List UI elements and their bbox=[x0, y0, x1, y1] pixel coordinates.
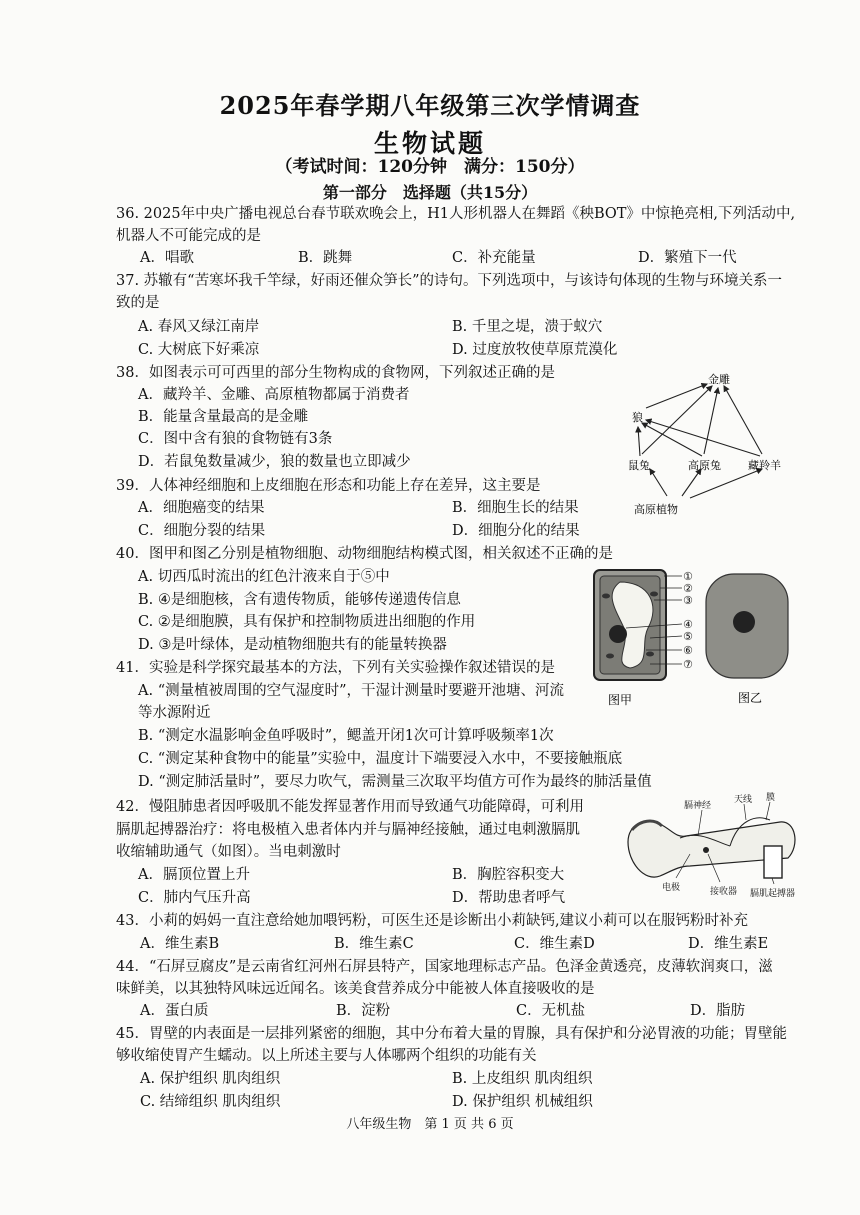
option-45-d: D. 保护组织 机械组织 bbox=[452, 1094, 593, 1110]
option-40-c: C. ②是细胞膜，具有保护和控制物质进出细胞的作用 bbox=[138, 614, 476, 630]
option-38-a: A．藏羚羊、金雕、高原植物都属于消费者 bbox=[138, 387, 410, 403]
option-36-a: A．唱歌 bbox=[140, 250, 194, 266]
option-43-a: A．维生素B bbox=[140, 936, 220, 952]
food-web-diagram bbox=[612, 370, 792, 520]
question-39-line-1: 39．人体神经细胞和上皮细胞在形态和功能上存在差异，这主要是 bbox=[116, 478, 541, 494]
option-44-c: C．无机盐 bbox=[516, 1003, 586, 1019]
question-42-line-3: 收缩辅助通气（如图）。当电刺激时 bbox=[116, 844, 341, 860]
option-39-a: A．细胞癌变的结果 bbox=[138, 500, 265, 516]
question-45-line-1: 45．胃壁的内表面是一层排列紧密的细胞，其中分布着大量的胃腺，具有保护和分泌胃液的功能；胃壁能 bbox=[116, 1026, 787, 1042]
option-37-a: A. 春风又绿江南岸 bbox=[138, 319, 260, 335]
subject-title: 生物试题 bbox=[373, 129, 486, 158]
option-41-a-1: A. “测量植被周围的空气湿度时”，干湿计测量时要避开池塘、河流 bbox=[138, 683, 565, 699]
question-40-line-1: 40．图甲和图乙分别是植物细胞、动物细胞结构模式图，相关叙述不正确的是 bbox=[116, 546, 613, 562]
marker-3: ③ bbox=[683, 594, 693, 607]
marker-4: ④ bbox=[683, 618, 693, 631]
exam-info: （考试时间：120分钟 满分：150分） bbox=[275, 157, 585, 177]
option-44-a: A．蛋白质 bbox=[140, 1003, 209, 1019]
animal-nucleus bbox=[733, 611, 755, 633]
label-receiver: 接收器 bbox=[710, 887, 738, 897]
option-41-a-2: 等水源附近 bbox=[138, 705, 211, 721]
node-plateau-hare: 高原兔 bbox=[688, 459, 721, 472]
section-heading: 第一部分 选择题（共15分） bbox=[322, 183, 538, 202]
node-pika: 鼠兔 bbox=[628, 459, 650, 472]
question-37-line-1: 37. 苏辙有“苦寒坏我千竿绿，好雨还催众笋长”的诗句。下列选项中，与该诗句体现的生物与环境关系一 bbox=[116, 273, 782, 289]
option-42-a: A．膈顶位置上升 bbox=[138, 867, 250, 883]
marker-7: ⑦ bbox=[683, 658, 693, 671]
option-45-a: A. 保护组织 肌肉组织 bbox=[140, 1071, 281, 1087]
label-membrane: 膜 bbox=[766, 793, 776, 803]
option-39-c: C．细胞分裂的结果 bbox=[138, 523, 266, 539]
question-36-line-2: 机器人不可能完成的是 bbox=[116, 228, 261, 244]
label-antenna: 天线 bbox=[734, 795, 753, 805]
option-39-d: D．细胞分化的结果 bbox=[452, 523, 580, 539]
marker-5: ⑤ bbox=[683, 630, 693, 643]
option-40-a: A. 切西瓜时流出的红色汁液来自于⑤中 bbox=[138, 569, 390, 585]
option-45-c: C. 结缔组织 肌肉组织 bbox=[140, 1094, 281, 1110]
page-footer: 八年级生物 第 1 页 共 6 页 bbox=[346, 1117, 514, 1132]
option-36-c: C．补充能量 bbox=[452, 250, 536, 266]
cell-structure-diagram bbox=[590, 566, 795, 710]
option-41-c: C. “测定某种食物中的能量”实验中，温度计下端要浸入水中，不要接触瓶底 bbox=[138, 751, 623, 767]
question-42-line-2: 膈肌起搏器治疗：将电极植入患者体内并与膈神经接触，通过电刺激膈肌 bbox=[116, 822, 580, 838]
option-43-d: D．维生素E bbox=[688, 936, 769, 952]
label-electrode: 电极 bbox=[662, 883, 681, 893]
option-45-b: B. 上皮组织 肌肉组织 bbox=[452, 1071, 593, 1087]
pacemaker-box bbox=[764, 846, 782, 878]
option-36-d: D．繁殖下一代 bbox=[638, 250, 737, 266]
option-44-d: D．脂肪 bbox=[690, 1003, 746, 1019]
node-tibetan-antelope: 藏羚羊 bbox=[748, 459, 781, 472]
plant-nucleus bbox=[609, 625, 627, 643]
label-phrenic-nerve: 膈神经 bbox=[684, 801, 712, 811]
question-44-line-1: 44．“石屏豆腐皮”是云南省红河州石屏县特产，国家地理标志产品。色泽金黄透亮，皮薄软润爽口，滋 bbox=[116, 959, 773, 975]
option-43-c: C．维生素D bbox=[514, 936, 595, 952]
diaphragm-pacemaker-diagram bbox=[620, 790, 802, 902]
question-44-line-2: 味鲜美，以其独特风味远近闻名。该美食营养成分中能被人体直接吸收的是 bbox=[116, 981, 595, 997]
option-42-b: B．胸腔容积变大 bbox=[452, 867, 565, 883]
option-39-b: B．细胞生长的结果 bbox=[452, 500, 579, 516]
question-41-line-1: 41．实验是科学探究最基本的方法，下列有关实验操作叙述错误的是 bbox=[116, 660, 555, 676]
label-pacemaker: 膈肌起搏器 bbox=[750, 889, 796, 899]
option-40-d: D. ③是叶绿体，是动植物细胞共有的能量转换器 bbox=[138, 637, 447, 653]
figure-b-label: 图乙 bbox=[738, 691, 763, 705]
option-38-c: C．图中含有狼的食物链有3条 bbox=[138, 431, 333, 447]
node-wolf: 狼 bbox=[632, 411, 643, 424]
node-plateau-plants: 高原植物 bbox=[634, 503, 678, 516]
option-36-b: B．跳舞 bbox=[298, 250, 353, 266]
option-37-c: C. 大树底下好乘凉 bbox=[138, 342, 260, 358]
option-37-b: B. 千里之堤，溃于蚁穴 bbox=[452, 319, 603, 335]
option-42-d: D．帮助患者呼气 bbox=[452, 890, 566, 906]
question-38-line-1: 38．如图表示可可西里的部分生物构成的食物网，下列叙述正确的是 bbox=[116, 365, 555, 381]
question-37-line-2: 致的是 bbox=[116, 295, 160, 311]
option-42-c: C．肺内气压升高 bbox=[138, 890, 251, 906]
option-43-b: B．维生素C bbox=[334, 936, 414, 952]
option-41-d: D. “测定肺活量时”，要尽力吹气，需测量三次取平均值方可作为最终的肺活量值 bbox=[138, 774, 652, 790]
question-42-line-1: 42．慢阻肺患者因呼吸肌不能发挥显著作用而导致通气功能障碍，可利用 bbox=[116, 799, 584, 815]
question-45-line-2: 够收缩使胃产生蠕动。以上所述主要与人体哪两个组织的功能有关 bbox=[116, 1048, 537, 1064]
node-golden-eagle: 金雕 bbox=[708, 373, 730, 386]
option-38-b: B．能量含量最高的是金雕 bbox=[138, 409, 309, 425]
option-41-b: B. “测定水温影响金鱼呼吸时”，鳃盖开闭1次可计算呼吸频率1次 bbox=[138, 728, 554, 744]
option-37-d: D. 过度放牧使草原荒漠化 bbox=[452, 342, 618, 358]
marker-2: ② bbox=[683, 582, 693, 595]
question-43-line-1: 43．小莉的妈妈一直注意给她加喂钙粉，可医生还是诊断出小莉缺钙,建议小莉可以在服钙粉时补充 bbox=[116, 913, 749, 929]
marker-6: ⑥ bbox=[683, 644, 693, 657]
figure-a-label: 图甲 bbox=[608, 693, 633, 707]
option-40-b: B. ④是细胞核，含有遗传物质，能够传递遗传信息 bbox=[138, 592, 461, 608]
option-44-b: B．淀粉 bbox=[336, 1003, 391, 1019]
marker-1: ① bbox=[683, 570, 693, 583]
option-38-d: D．若鼠兔数量减少，狼的数量也立即减少 bbox=[138, 454, 411, 470]
question-36-line-1: 36. 2025年中央广播电视总台春节联欢晚会上，H1人形机器人在舞蹈《秧BOT》中惊艳亮相,下列活动中, bbox=[116, 206, 796, 222]
exam-title: 2025年春学期八年级第三次学情调查 bbox=[219, 91, 641, 120]
receiver-dot bbox=[703, 847, 709, 853]
